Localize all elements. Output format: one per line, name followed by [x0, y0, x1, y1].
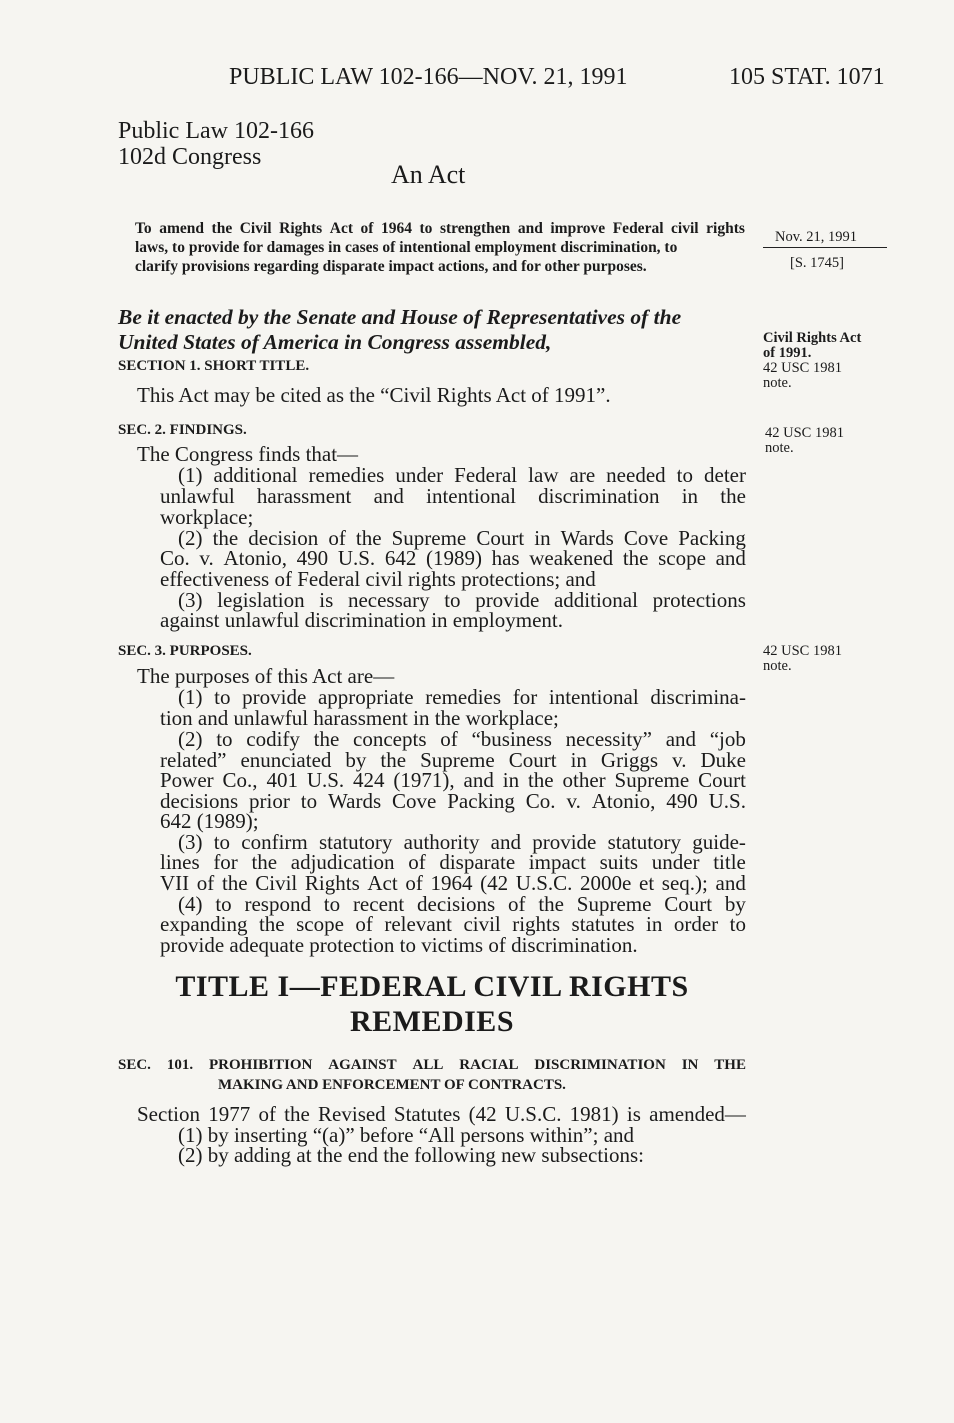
word: by: [345, 748, 367, 772]
word: 1981): [569, 1102, 619, 1126]
word: civil: [463, 912, 501, 936]
word: Packing: [447, 789, 515, 813]
section-3-heading: SEC. 3. PURPOSES.: [118, 643, 252, 659]
word: Supreme: [614, 768, 690, 792]
word: (2): [178, 727, 203, 751]
word: Civil: [239, 220, 272, 237]
word: order: [673, 912, 719, 936]
purposes-line: provide adequate protection to victims of discrimination.: [160, 933, 638, 957]
word: Power: [160, 768, 214, 792]
public-law-number: Public Law 102-166: [118, 118, 314, 144]
word: to: [444, 588, 461, 612]
word: the: [622, 546, 649, 570]
word: protections: [652, 588, 746, 612]
word: Co.,: [222, 768, 258, 792]
word: Act: [329, 220, 353, 237]
word: has: [491, 546, 520, 570]
word: weakened: [529, 546, 614, 570]
word: Supreme: [420, 748, 495, 772]
word: the: [258, 912, 285, 936]
word: discrimination: [538, 484, 660, 508]
word: 490: [296, 546, 329, 570]
word: (1989): [425, 546, 482, 570]
word: appropriate: [317, 685, 414, 709]
section-2-heading: SEC. 2. FINDINGS.: [118, 422, 247, 438]
word: Court: [476, 526, 525, 550]
margin-note-line: note.: [763, 375, 792, 391]
word: other: [562, 768, 606, 792]
word: 642: [384, 546, 417, 570]
word: for: [512, 685, 538, 709]
word: to: [419, 220, 433, 237]
word: under: [395, 463, 444, 487]
word: U.S.C.: [515, 871, 573, 895]
word: by: [724, 892, 746, 916]
word: (42: [468, 1102, 497, 1126]
word: related”: [160, 748, 227, 772]
title-i-heading-line: TITLE I—FEDERAL CIVIL RIGHTS: [175, 970, 689, 1003]
word: of: [196, 871, 215, 895]
margin-note-line: Civil Rights Act: [763, 330, 862, 346]
word: (1971),: [393, 768, 455, 792]
findings-line: workplace;: [160, 505, 254, 529]
word: enunciated: [240, 748, 332, 772]
word: 1977: [208, 1102, 251, 1126]
word: expanding: [160, 912, 248, 936]
word: 2000e: [580, 871, 632, 895]
word: Section: [137, 1102, 200, 1126]
word: VII: [160, 871, 190, 895]
word: to: [323, 892, 341, 916]
word: intentional: [548, 685, 639, 709]
word: of: [405, 871, 423, 895]
word: THE: [714, 1057, 746, 1073]
purposes-line: 642 (1989);: [160, 809, 259, 833]
purposes-line: The purposes of this Act are—: [137, 664, 395, 688]
word: to: [213, 830, 231, 854]
word: relevant: [384, 912, 452, 936]
word: of: [440, 727, 458, 751]
word: under: [651, 850, 700, 874]
word: harassment: [256, 484, 352, 508]
word: amended—: [649, 1102, 746, 1126]
word: discrimina-: [650, 685, 746, 709]
word: recent: [352, 892, 405, 916]
findings-line: The Congress finds that—: [137, 442, 359, 466]
word: U.S.: [306, 768, 345, 792]
word: Cove: [623, 526, 669, 550]
word: Duke: [700, 748, 746, 772]
word: necessary: [347, 588, 430, 612]
word: of: [355, 912, 373, 936]
word: to: [214, 685, 231, 709]
word: DISCRIMINATION: [534, 1057, 666, 1073]
word: statutory: [607, 830, 682, 854]
word: additional: [553, 588, 638, 612]
word: Co.: [525, 789, 556, 813]
word: U.S.: [337, 546, 376, 570]
word: Griggs: [600, 748, 659, 772]
long-title-line: clarify provisions regarding disparate impact actions, and for other purposes.: [135, 258, 647, 275]
margin-date: Nov. 21, 1991: [775, 229, 858, 245]
word: prior: [249, 789, 290, 813]
word: remedies: [308, 463, 385, 487]
margin-note-line: 42 USC 1981: [763, 360, 842, 376]
word: and: [715, 871, 746, 895]
word: (1): [178, 463, 203, 487]
word: provide: [532, 830, 597, 854]
margin-bill-number: [S. 1745]: [790, 255, 844, 271]
word: and: [373, 484, 404, 508]
word: of: [258, 1102, 276, 1126]
word: Rights: [304, 871, 360, 895]
enacting-clause-line: Be it enacted by the Senate and House of Representatives of the: [118, 305, 682, 329]
word: AGAINST: [328, 1057, 397, 1073]
word: to: [676, 463, 693, 487]
word: 424: [353, 768, 385, 792]
word: Wards: [560, 526, 614, 550]
word: 490: [666, 789, 698, 813]
word: lines: [160, 850, 200, 874]
long-title-line: laws, to provide for damages in cases of intentional employment discrimination, to: [135, 239, 678, 256]
title-i-heading-line: REMEDIES: [349, 1005, 515, 1038]
findings-line: effectiveness of Federal civil rights protections; and: [160, 567, 596, 591]
enacting-clause-line: United States of America in Congress assembled,: [118, 330, 552, 354]
word: unlawful: [160, 484, 235, 508]
word: Co.: [160, 546, 190, 570]
word: statutory: [318, 830, 393, 854]
word: the: [251, 850, 278, 874]
word: the: [221, 871, 248, 895]
word: Act: [367, 871, 398, 895]
word: in: [570, 748, 587, 772]
word: the: [284, 1102, 310, 1126]
word: to: [729, 912, 746, 936]
word: and: [517, 220, 543, 237]
word: IN: [681, 1057, 699, 1073]
word: strengthen: [439, 220, 511, 237]
congress-number: 102d Congress: [118, 144, 262, 170]
word: amend: [159, 220, 204, 237]
word: ALL: [412, 1057, 444, 1073]
word: confirm: [241, 830, 308, 854]
word: the: [355, 526, 382, 550]
word: codify: [246, 727, 300, 751]
word: 1964: [430, 871, 473, 895]
word: SEC.: [118, 1057, 151, 1073]
word: provide: [242, 685, 307, 709]
word: and: [665, 727, 697, 751]
margin-note-line: 42 USC 1981: [763, 643, 842, 659]
word: (1): [178, 685, 203, 709]
word: To: [135, 220, 152, 237]
section-101-heading: MAKING AND ENFORCEMENT OF CONTRACTS.: [218, 1077, 566, 1093]
word: title: [713, 850, 746, 874]
word: authority: [403, 830, 480, 854]
word: of: [328, 526, 346, 550]
word: rights: [512, 912, 561, 936]
word: the: [380, 748, 407, 772]
word: respond: [244, 892, 311, 916]
word: to: [216, 727, 233, 751]
word: Atonio,: [223, 546, 288, 570]
word: decision: [248, 526, 319, 550]
word: for: [213, 850, 238, 874]
word: provide: [475, 588, 540, 612]
running-head-left: PUBLIC LAW 102-166—NOV. 21, 1991: [229, 64, 628, 90]
section-1-text: This Act may be cited as the “Civil Rights Act of 1991”.: [137, 383, 611, 407]
word: Cove: [392, 789, 437, 813]
word: Packing: [678, 526, 746, 550]
word: in: [646, 912, 663, 936]
section-101-line: (1) by inserting “(a)” before “All persons within”; and: [178, 1123, 635, 1147]
word: remedies: [425, 685, 502, 709]
word: and: [463, 768, 494, 792]
word: (3): [178, 588, 203, 612]
margin-rule: [763, 247, 887, 248]
word: Supreme: [576, 892, 652, 916]
word: of: [408, 850, 426, 874]
word: v.: [199, 546, 214, 570]
margin-note-line: note.: [765, 440, 794, 456]
word: (42: [480, 871, 509, 895]
word: Federal: [612, 220, 664, 237]
word: impact: [528, 850, 586, 874]
word: “job: [709, 727, 746, 751]
section-101-line: (2) by adding at the end the following new subsections:: [178, 1143, 644, 1167]
section-1-heading: SECTION 1. SHORT TITLE.: [118, 358, 310, 374]
word: the: [212, 526, 239, 550]
word: to: [215, 892, 232, 916]
word: Rights: [279, 220, 323, 237]
word: U.S.C.: [504, 1102, 562, 1126]
margin-note-line: of 1991.: [763, 345, 812, 361]
word: Court: [508, 748, 557, 772]
word: civil: [671, 220, 699, 237]
findings-line: against unlawful discrimination in employment.: [160, 608, 564, 632]
word: deter: [704, 463, 746, 487]
word: et: [639, 871, 655, 895]
word: the: [211, 220, 233, 237]
word: suits: [599, 850, 639, 874]
word: U.S.: [708, 789, 746, 813]
word: Revised: [318, 1102, 386, 1126]
word: Atonio,: [591, 789, 656, 813]
margin-note-line: note.: [763, 658, 792, 674]
word: are: [569, 463, 596, 487]
word: legislation: [217, 588, 305, 612]
word: Court: [664, 892, 713, 916]
word: 101.: [166, 1057, 194, 1073]
word: “business: [471, 727, 552, 751]
word: decisions: [160, 789, 239, 813]
long-title-line: [135, 219, 745, 239]
word: needed: [606, 463, 666, 487]
running-head-right: 105 STAT. 1071: [729, 64, 885, 90]
word: in: [502, 768, 520, 792]
word: concepts: [353, 727, 427, 751]
word: in: [681, 484, 699, 508]
word: of: [360, 220, 374, 237]
word: adjudication: [290, 850, 395, 874]
word: improve: [550, 220, 606, 237]
word: law: [528, 463, 559, 487]
word: Supreme: [391, 526, 467, 550]
word: additional: [213, 463, 298, 487]
word: to: [300, 789, 318, 813]
word: v.: [672, 748, 687, 772]
word: is: [626, 1102, 641, 1126]
word: scope: [658, 546, 706, 570]
word: in: [534, 526, 551, 550]
word: guide-: [692, 830, 746, 854]
word: Civil: [255, 871, 298, 895]
word: 1964: [380, 220, 412, 237]
word: the: [538, 892, 564, 916]
word: intentional: [426, 484, 516, 508]
word: v.: [566, 789, 581, 813]
word: the: [527, 768, 554, 792]
word: decisions: [417, 892, 496, 916]
word: RACIAL: [459, 1057, 519, 1073]
word: of: [508, 892, 526, 916]
section-101-heading: [118, 1057, 746, 1074]
word: disparate: [439, 850, 516, 874]
word: (3): [178, 830, 203, 854]
word: rights: [706, 220, 745, 237]
act-heading: An Act: [391, 160, 466, 189]
word: Wards: [328, 789, 382, 813]
word: necessity”: [565, 727, 652, 751]
word: the: [720, 484, 746, 508]
word: the: [313, 727, 340, 751]
word: (4): [178, 892, 203, 916]
word: is: [319, 588, 334, 612]
word: Federal: [454, 463, 518, 487]
word: scope: [296, 912, 344, 936]
word: seq.);: [661, 871, 708, 895]
word: (2): [178, 526, 203, 550]
word: and: [490, 830, 521, 854]
purposes-line: tion and unlawful harassment in the workplace;: [160, 706, 559, 730]
word: statutes: [571, 912, 635, 936]
word: Court: [698, 768, 746, 792]
word: PROHIBITION: [209, 1057, 313, 1073]
word: and: [715, 546, 746, 570]
word: Statutes: [393, 1102, 461, 1126]
word: 401: [266, 768, 298, 792]
margin-note-line: 42 USC 1981: [765, 425, 844, 441]
